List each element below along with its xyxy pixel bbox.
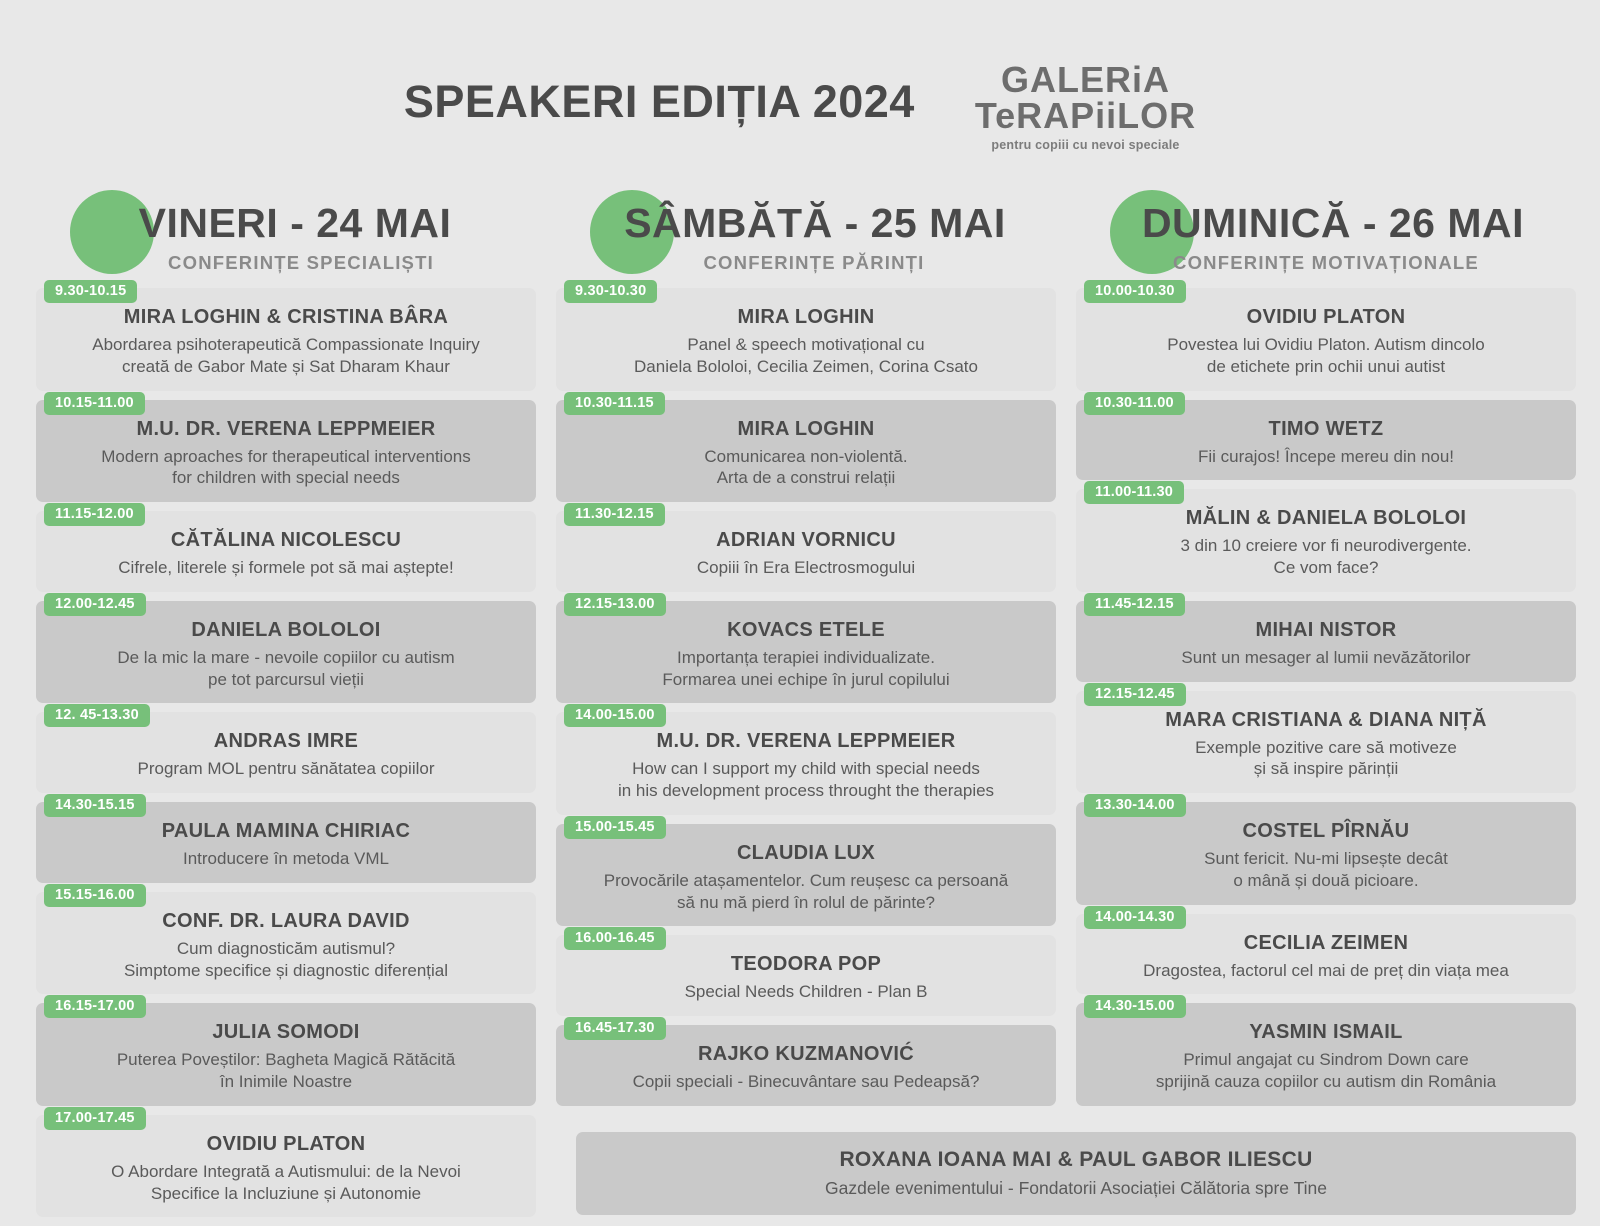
session-item[interactable] bbox=[556, 818, 1056, 927]
session-item[interactable] bbox=[36, 283, 536, 391]
brand-logo bbox=[974, 59, 1197, 152]
session-list bbox=[1076, 282, 1576, 1106]
session-description-line: 3 din 10 creiere vor fi neurodivergente. bbox=[1180, 536, 1472, 556]
session-time: 12.00-12.45 bbox=[44, 593, 146, 616]
session-description-line: Cum diagnosticăm autismul? bbox=[176, 938, 396, 958]
session-speaker: MIRA LOGHIN bbox=[737, 306, 875, 328]
session-description-line: in his development process throught the therapies bbox=[617, 781, 995, 800]
session-speaker: CĂTĂLINA NICOLESCU bbox=[170, 529, 402, 551]
session-description-line: și să inspire părinții bbox=[1253, 759, 1399, 779]
session-description-line: o mână și două picioare. bbox=[1233, 870, 1419, 890]
session-description bbox=[50, 647, 522, 691]
session-card bbox=[556, 601, 1056, 704]
logo-line-1: GALERiA bbox=[1001, 59, 1170, 100]
session-description-line: Dragostea, factorul cel mai de preț din viața mea bbox=[1143, 960, 1509, 980]
session-description-line: Specifice la Incluziune și Autonomie bbox=[150, 1183, 422, 1203]
session-description bbox=[1090, 960, 1562, 982]
session-description-line: sprijină cauza copiilor cu autism din România bbox=[1155, 1072, 1497, 1091]
session-item[interactable] bbox=[36, 998, 536, 1106]
session-description bbox=[1090, 737, 1562, 781]
session-time: 15.00-15.45 bbox=[564, 816, 666, 839]
session-speaker: CECILIA ZEIMEN bbox=[1243, 931, 1409, 954]
day-subtitle: CONFERINȚE PĂRINȚI bbox=[703, 252, 925, 273]
day-title: VINERI - 24 MAI bbox=[138, 200, 452, 246]
session-item[interactable] bbox=[36, 1109, 536, 1218]
session-description bbox=[50, 848, 522, 870]
session-description-line: Sunt un mesager al lumii nevăzătorilor bbox=[1181, 647, 1471, 667]
session-time: 10.30-11.15 bbox=[564, 392, 665, 415]
session-time: 17.00-17.45 bbox=[44, 1107, 146, 1130]
day-columns bbox=[0, 190, 1600, 1226]
session-item[interactable] bbox=[556, 930, 1056, 1016]
session-description bbox=[1090, 535, 1562, 579]
session-time: 11.30-12.15 bbox=[564, 503, 665, 526]
session-description bbox=[570, 557, 1042, 579]
session-item[interactable] bbox=[36, 506, 536, 592]
session-description bbox=[50, 446, 522, 490]
session-description bbox=[50, 938, 522, 982]
session-item[interactable] bbox=[1076, 685, 1576, 794]
session-card bbox=[556, 824, 1056, 927]
session-time: 15.15-16.00 bbox=[44, 884, 146, 907]
session-description bbox=[1090, 334, 1562, 378]
session-speaker: ADRIAN VORNICU bbox=[716, 529, 896, 551]
session-description-line: creată de Gabor Mate și Sat Dharam Khaur bbox=[122, 356, 450, 376]
session-speaker: RAJKO KUZMANOVIĆ bbox=[698, 1043, 914, 1065]
day-subtitle: CONFERINȚE MOTIVAȚIONALE bbox=[1173, 252, 1479, 273]
session-item[interactable] bbox=[1076, 998, 1576, 1106]
session-time: 9.30-10.15 bbox=[44, 280, 137, 303]
session-speaker: YASMIN ISMAIL bbox=[1249, 1021, 1403, 1044]
session-description-line: Daniela Bololoi, Cecilia Zeimen, Corina Csato bbox=[634, 356, 978, 376]
session-time: 12. 45-13.30 bbox=[44, 704, 150, 727]
session-description-line: în Inimile Noastre bbox=[219, 1072, 353, 1091]
session-item[interactable] bbox=[556, 394, 1056, 503]
session-description bbox=[50, 1049, 522, 1093]
session-item[interactable] bbox=[1076, 283, 1576, 391]
session-description-line: Formarea unei echipe în jurul copilului bbox=[662, 669, 950, 689]
session-card bbox=[1076, 288, 1576, 391]
session-speaker: MIRA LOGHIN bbox=[737, 417, 875, 440]
session-item[interactable] bbox=[36, 797, 536, 883]
session-description bbox=[570, 334, 1042, 378]
day-column-sunday bbox=[1076, 190, 1576, 1226]
session-time: 11.00-11.30 bbox=[1084, 481, 1184, 504]
session-time: 10.15-11.00 bbox=[44, 392, 145, 415]
session-description-line: Fii curajos! Începe mereu din nou! bbox=[1197, 446, 1455, 466]
session-description bbox=[570, 446, 1042, 490]
session-description-line: Panel & speech motivațional cu bbox=[687, 335, 925, 354]
session-speaker: MARA CRISTIANA & DIANA NIȚĂ bbox=[1165, 708, 1487, 731]
session-speaker: MĂLIN & DANIELA BOLOLOI bbox=[1185, 507, 1467, 530]
session-time: 12.15-12.45 bbox=[1084, 683, 1186, 706]
session-item[interactable] bbox=[556, 595, 1056, 704]
session-description-line: Special Needs Children - Plan B bbox=[684, 982, 928, 1002]
session-item[interactable] bbox=[556, 1020, 1056, 1106]
session-speaker: JULIA SOMODI bbox=[212, 1021, 360, 1044]
session-description bbox=[1090, 647, 1562, 669]
session-description-line: Provocările atașamentelor. Cum reușesc ca persoană bbox=[603, 870, 1009, 890]
session-time: 14.00-15.00 bbox=[564, 704, 666, 727]
session-card bbox=[36, 400, 536, 503]
session-description bbox=[570, 1071, 1042, 1093]
session-time: 16.00-16.45 bbox=[564, 927, 666, 950]
session-description-line: for children with special needs bbox=[172, 468, 400, 488]
session-description-line: Povestea lui Ovidiu Platon. Autism dincolo bbox=[1167, 335, 1485, 354]
session-speaker: KOVACS ETELE bbox=[727, 618, 885, 641]
session-description bbox=[570, 870, 1042, 914]
session-description-line: Cifrele, literele și formele pot să mai aștepte! bbox=[118, 558, 454, 577]
session-item[interactable] bbox=[1076, 797, 1576, 905]
session-card bbox=[556, 288, 1056, 391]
session-time: 13.30-14.00 bbox=[1084, 794, 1186, 817]
session-time: 14.00-14.30 bbox=[1084, 906, 1186, 929]
session-description bbox=[570, 647, 1042, 691]
session-card bbox=[1076, 802, 1576, 905]
hosts-names: ROXANA IOANA MAI & PAUL GABOR ILIESCU bbox=[839, 1147, 1313, 1171]
session-speaker: OVIDIU PLATON bbox=[206, 1132, 366, 1155]
session-description bbox=[570, 981, 1042, 1003]
day-header bbox=[556, 190, 1056, 282]
session-description-line: Copiii în Era Electrosmogului bbox=[696, 558, 916, 577]
session-time: 14.30-15.15 bbox=[44, 794, 146, 817]
session-description-line: Modern aproaches for therapeutical interventions bbox=[101, 446, 471, 466]
session-item[interactable] bbox=[556, 506, 1056, 592]
session-card bbox=[556, 712, 1056, 815]
hosts-description: Gazdele evenimentului - Fondatorii Asociației Călătoria spre Tine bbox=[825, 1177, 1327, 1198]
day-title: DUMINICĂ - 26 MAI bbox=[1141, 200, 1525, 246]
session-description-line: Primul angajat cu Sindrom Down care bbox=[1183, 1050, 1469, 1070]
session-card bbox=[36, 601, 536, 704]
session-time: 10.30-11.00 bbox=[1084, 392, 1185, 415]
session-description-line: de etichete prin ochii unui autist bbox=[1206, 356, 1446, 376]
session-speaker: MIHAI NISTOR bbox=[1255, 618, 1397, 641]
session-item[interactable] bbox=[1076, 394, 1576, 481]
session-item[interactable] bbox=[36, 595, 536, 704]
session-description-line: O Abordare Integrată a Autismului: de la Nevoi bbox=[111, 1161, 461, 1181]
session-time: 10.00-10.30 bbox=[1084, 280, 1186, 303]
session-speaker: DANIELA BOLOLOI bbox=[191, 618, 381, 641]
session-item[interactable] bbox=[1076, 908, 1576, 995]
day-title: SÂMBĂTĂ - 25 MAI bbox=[624, 200, 1006, 246]
session-description-line: Ce vom face? bbox=[1273, 558, 1379, 577]
session-card bbox=[1076, 1003, 1576, 1106]
session-time: 9.30-10.30 bbox=[564, 280, 657, 303]
session-description-line: Sunt fericit. Nu-mi lipsește decât bbox=[1204, 849, 1448, 868]
session-time: 16.15-17.00 bbox=[44, 995, 146, 1018]
session-description bbox=[50, 334, 522, 378]
session-description bbox=[1090, 1049, 1562, 1093]
session-description-line: pe tot parcursul vieții bbox=[208, 669, 364, 689]
session-description bbox=[50, 1161, 522, 1205]
session-card bbox=[1076, 691, 1576, 794]
session-speaker: TEODORA POP bbox=[730, 953, 882, 976]
logo-line-2: TeRAPiiLOR bbox=[974, 95, 1197, 136]
session-card bbox=[36, 892, 536, 995]
session-speaker: OVIDIU PLATON bbox=[1246, 306, 1406, 328]
session-item[interactable] bbox=[36, 707, 536, 793]
session-time: 14.30-15.00 bbox=[1084, 995, 1186, 1018]
session-card bbox=[556, 400, 1056, 503]
page-title: SPEAKERI EDIȚIA 2024 bbox=[403, 76, 915, 127]
session-description bbox=[50, 557, 522, 579]
session-description bbox=[570, 758, 1042, 802]
session-description-line: Arta de a construi relații bbox=[716, 468, 896, 488]
session-item[interactable] bbox=[36, 394, 536, 503]
session-time: 11.15-12.00 bbox=[44, 503, 145, 526]
poster-header bbox=[0, 59, 1600, 152]
session-time: 16.45-17.30 bbox=[564, 1017, 666, 1040]
session-list bbox=[36, 282, 536, 1217]
session-description-line: Importanța terapiei individualizate. bbox=[677, 647, 935, 667]
session-description-line: Abordarea psihoterapeutică Compassionate Inquiry bbox=[92, 335, 480, 354]
session-description-line: De la mic la mare - nevoile copiilor cu autism bbox=[117, 647, 455, 667]
session-speaker: PAULA MAMINA CHIRIAC bbox=[161, 820, 411, 842]
session-description-line: Introducere în metoda VML bbox=[182, 849, 389, 868]
session-speaker: MIRA LOGHIN & CRISTINA BÂRA bbox=[123, 306, 449, 328]
session-time: 12.15-13.00 bbox=[564, 593, 666, 616]
session-description-line: How can I support my child with special needs bbox=[632, 759, 980, 779]
logo-tagline: pentru copiii cu nevoi speciale bbox=[991, 138, 1180, 152]
session-item[interactable] bbox=[556, 707, 1056, 815]
session-description-line: Exemple pozitive care să motiveze bbox=[1195, 737, 1457, 757]
session-card bbox=[36, 1003, 536, 1106]
session-item[interactable] bbox=[556, 283, 1056, 391]
session-card bbox=[36, 1115, 536, 1218]
session-speaker: TIMO WETZ bbox=[1268, 417, 1384, 440]
session-description-line: Comunicarea non-violentă. bbox=[704, 446, 908, 466]
session-description-line: Copii speciali - Binecuvântare sau Pedeapsă? bbox=[632, 1072, 980, 1091]
session-speaker: M.U. DR. VERENA LEPPMEIER bbox=[136, 417, 436, 440]
session-speaker: COSTEL PÎRNĂU bbox=[1242, 820, 1410, 842]
session-item[interactable] bbox=[36, 886, 536, 995]
session-description bbox=[1090, 848, 1562, 892]
session-description-line: Puterea Poveștilor: Bagheta Magică Rătăcită bbox=[116, 1050, 456, 1070]
session-speaker: M.U. DR. VERENA LEPPMEIER bbox=[656, 730, 956, 753]
session-description-line: Program MOL pentru sănătatea copiilor bbox=[137, 759, 435, 779]
session-card bbox=[36, 288, 536, 391]
session-description-line: să nu mă pierd în rolul de părinte? bbox=[677, 892, 935, 912]
session-description-line: Simptome specifice și diagnostic diferențial bbox=[123, 960, 449, 980]
day-subtitle: CONFERINȚE SPECIALIȘTI bbox=[168, 252, 434, 273]
session-card bbox=[1076, 489, 1576, 592]
session-speaker: ANDRAS IMRE bbox=[213, 730, 359, 753]
day-header bbox=[36, 190, 536, 282]
session-speaker: CLAUDIA LUX bbox=[736, 841, 876, 864]
day-column-friday bbox=[36, 190, 536, 1226]
session-item[interactable] bbox=[1076, 484, 1576, 592]
session-description bbox=[1090, 446, 1562, 468]
day-header bbox=[1076, 190, 1576, 282]
session-time: 11.45-12.15 bbox=[1084, 593, 1185, 616]
session-item[interactable] bbox=[1076, 595, 1576, 682]
session-description bbox=[50, 758, 522, 780]
session-speaker: CONF. DR. LAURA DAVID bbox=[162, 909, 410, 932]
